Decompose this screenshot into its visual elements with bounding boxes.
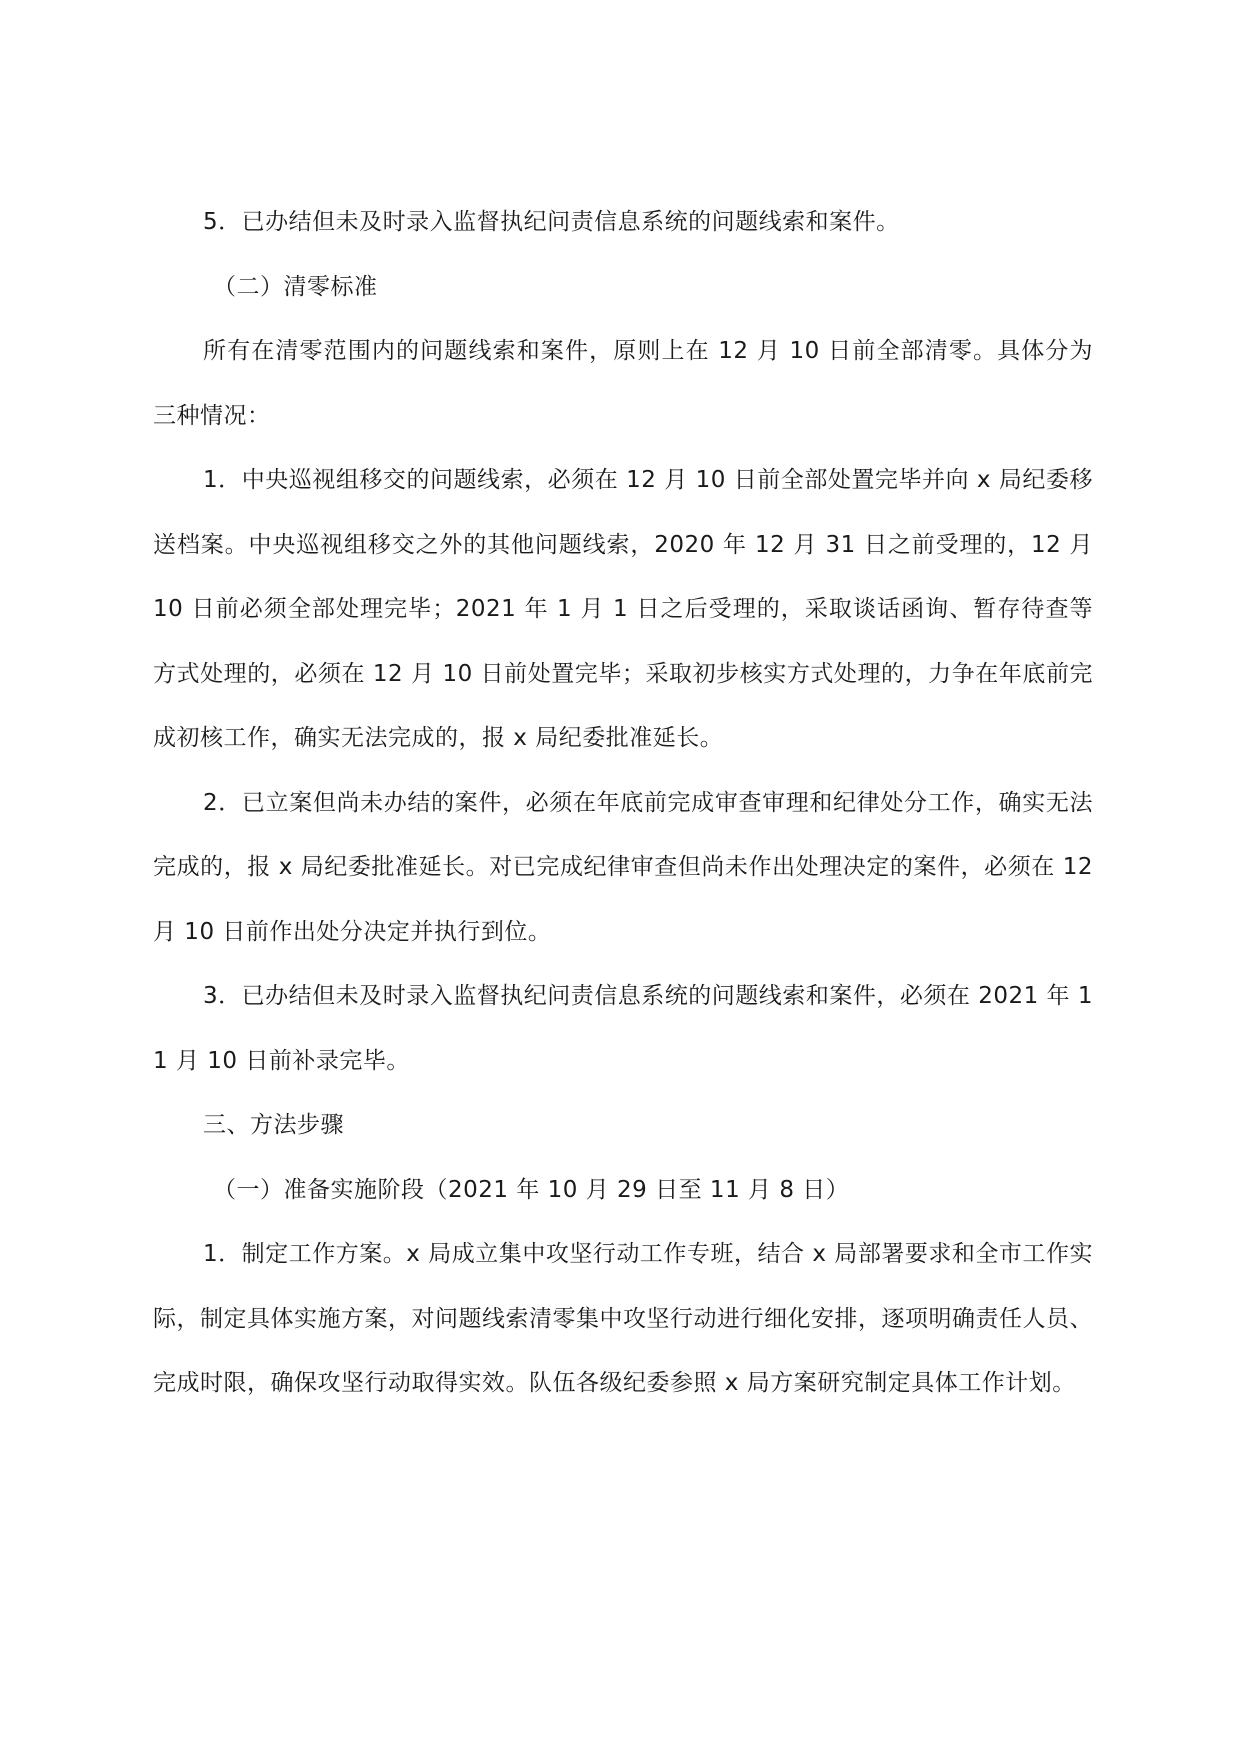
paragraph-item-1: 1．中央巡视组移交的问题线索，必须在 12 月 10 日前全部处置完毕并向 x 局纪委移送档案。中央巡视组移交之外的其他问题线索，2020 年 12 月 31 日之前受理的，12 月 10 日前必须全部处理完毕；2021 年 1 月 1 日之后受理的，采取谈话函询、暂存待查等方式处理的，必须在 12 月 10 日前处置完毕；采取初步核实方式处理的，力争在年底前完成初核工作，确实无法完成的，报 x 局纪委批准延长。	[153, 467, 1093, 751]
paragraph-clearing-overview: 所有在清零范围内的问题线索和案件，原则上在 12 月 10 日前全部清零。具体分为三种情况：	[153, 338, 1093, 429]
section-heading-clearing-standard: （二）清零标准	[213, 273, 378, 300]
section-heading-methods: 三、方法步骤	[203, 1112, 344, 1138]
document-body	[153, 190, 1093, 1416]
paragraph-item-3: 3．已办结但未及时录入监督执纪问责信息系统的问题线索和案件，必须在 2021 年 11 月 10 日前补录完毕。	[153, 983, 1093, 1074]
paragraph-work-plan: 1．制定工作方案。x 局成立集中攻坚行动工作专班，结合 x 局部署要求和全市工作实际，制定具体实施方案，对问题线索清零集中攻坚行动进行细化安排，逐项明确责任人员、完成时限，确保攻坚行动取得实效。队伍各级纪委参照 x 局方案研究制定具体工作计划。	[153, 1241, 1093, 1396]
subsection-heading-preparation: （一）准备实施阶段（2021 年 10 月 29 日至 11 月 8 日）	[213, 1176, 850, 1203]
paragraph-item-5: 5．已办结但未及时录入监督执纪问责信息系统的问题线索和案件。	[203, 209, 900, 235]
paragraph-item-2: 2．已立案但尚未办结的案件，必须在年底前完成审查审理和纪律处分工作，确实无法完成的，报 x 局纪委批准延长。对已完成纪律审查但尚未作出处理决定的案件，必须在 12 月 10 日前作出处分决定并执行到位。	[153, 789, 1093, 945]
